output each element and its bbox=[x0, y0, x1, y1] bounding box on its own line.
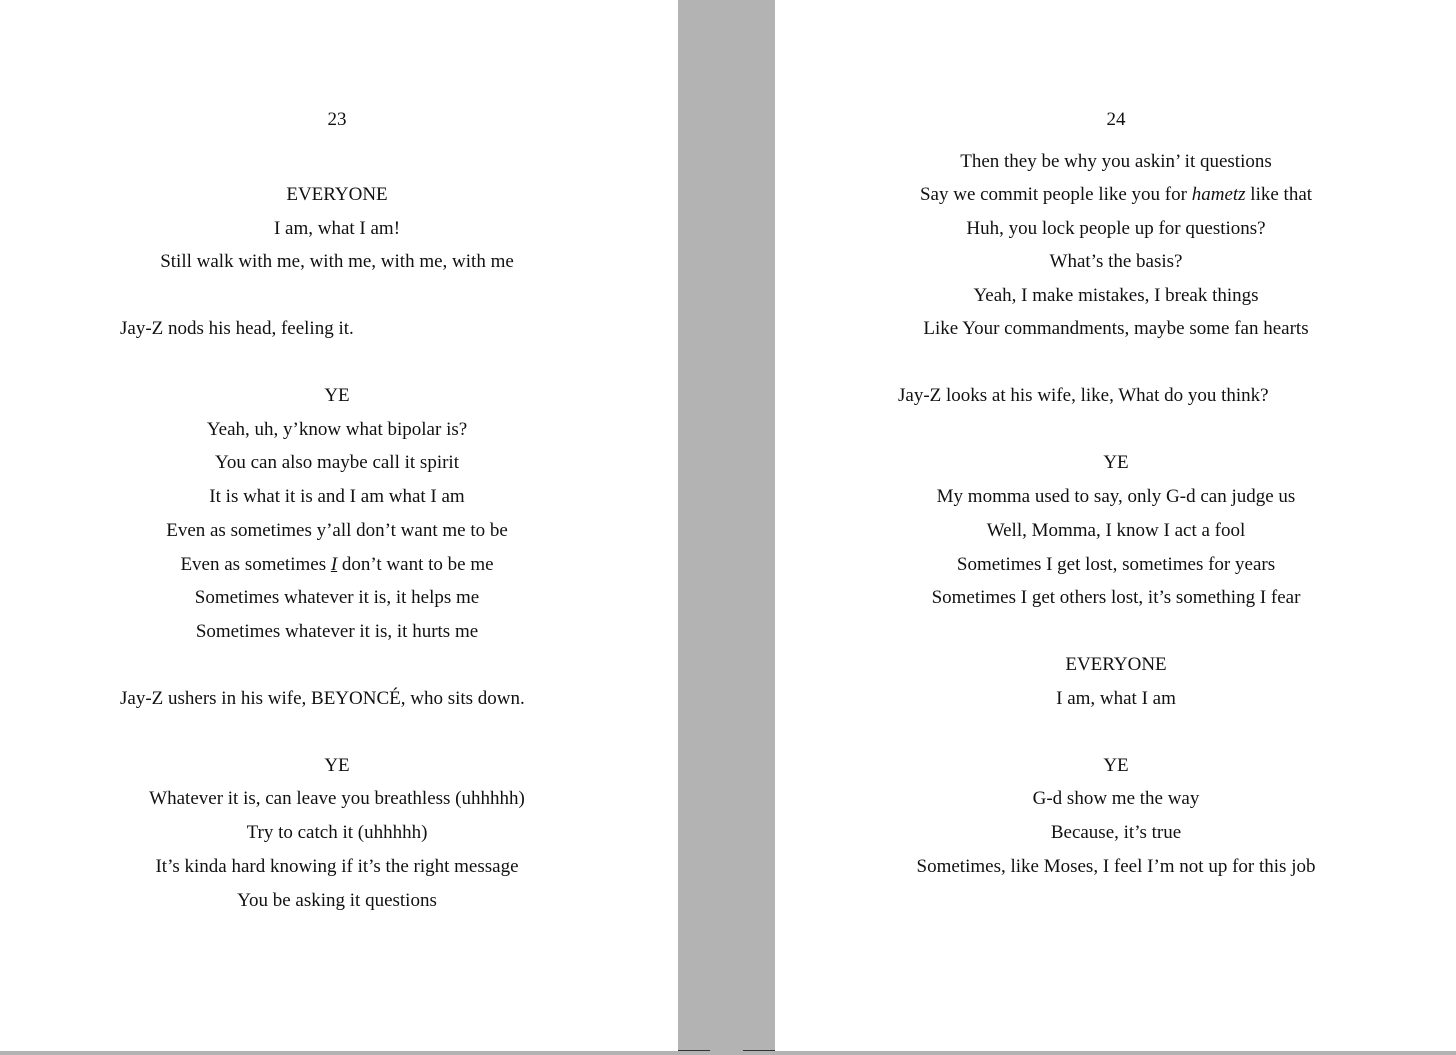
lyric-line: Sometimes whatever it is, it helps me bbox=[194, 587, 480, 608]
character-name: YE bbox=[324, 755, 350, 776]
lyric-line: Well, Momma, I know I act a fool bbox=[986, 520, 1246, 541]
bottom-scrollbar-track bbox=[0, 1051, 1456, 1055]
lyric-line: Try to catch it (uhhhhh) bbox=[246, 822, 428, 843]
lyric-line: Sometimes I get lost, sometimes for years bbox=[956, 554, 1276, 575]
lyric-line bbox=[920, 183, 1312, 207]
stage-direction: Jay-Z looks at his wife, like, What do you think? bbox=[898, 385, 1269, 406]
lyric-line: You can also maybe call it spirit bbox=[215, 452, 459, 473]
left-page bbox=[0, 0, 678, 1051]
lyric-line: Like Your commandments, maybe some fan hearts bbox=[923, 318, 1309, 339]
lyric-line: You be asking it questions bbox=[237, 890, 437, 911]
lyric-line: My momma used to say, only G-d can judge us bbox=[936, 486, 1296, 507]
page-divider-handle-right[interactable] bbox=[743, 1050, 775, 1054]
page-number: 24 bbox=[1106, 109, 1126, 130]
lyric-line: It is what it is and I am what I am bbox=[209, 486, 465, 507]
lyric-line: Sometimes whatever it is, it hurts me bbox=[195, 621, 479, 642]
lyric-line: What’s the basis? bbox=[1049, 251, 1183, 272]
lyric-line: Even as sometimes y’all don’t want me to be bbox=[166, 520, 508, 541]
lyric-line: I am, what I am bbox=[1056, 688, 1176, 709]
lyric-line: Because, it’s true bbox=[1050, 822, 1182, 843]
lyric-line: Sometimes, like Moses, I feel I’m not up for this job bbox=[916, 856, 1316, 877]
lyric-line: Yeah, I make mistakes, I break things bbox=[973, 285, 1259, 306]
lyric-line: Still walk with me, with me, with me, with me bbox=[160, 251, 514, 272]
page-number: 23 bbox=[327, 109, 347, 130]
lyric-line: Huh, you lock people up for questions? bbox=[966, 218, 1266, 239]
lyric-line: Then they be why you askin’ it questions bbox=[960, 151, 1272, 172]
character-name: EVERYONE bbox=[1065, 654, 1167, 675]
lyric-line: Whatever it is, can leave you breathless (uhhhhh) bbox=[149, 788, 525, 809]
character-name: YE bbox=[1103, 755, 1129, 776]
stage-direction: Jay-Z nods his head, feeling it. bbox=[120, 318, 354, 339]
lyric-text: don’t want to be me bbox=[337, 554, 494, 575]
lyric-line: Yeah, uh, y’know what bipolar is? bbox=[206, 419, 468, 440]
lyric-text: like that bbox=[1245, 184, 1313, 205]
page-gutter bbox=[678, 0, 775, 1055]
stage-direction: Jay-Z ushers in his wife, BEYONCÉ, who sits down. bbox=[120, 688, 525, 709]
emphasized-word: I bbox=[330, 554, 338, 575]
lyric-text: Say we commit people like you for bbox=[919, 184, 1192, 205]
lyric-text: Even as sometimes bbox=[180, 554, 331, 575]
right-page bbox=[775, 0, 1456, 1051]
lyric-line: G-d show me the way bbox=[1032, 788, 1200, 809]
lyric-line: It’s kinda hard knowing if it’s the right message bbox=[155, 856, 519, 877]
lyric-line: Sometimes I get others lost, it’s something I fear bbox=[931, 587, 1301, 608]
character-name: EVERYONE bbox=[286, 184, 388, 205]
lyric-line bbox=[180, 553, 493, 577]
character-name: YE bbox=[324, 385, 350, 406]
page-divider-handle-left[interactable] bbox=[678, 1050, 710, 1054]
lyric-line: I am, what I am! bbox=[273, 218, 401, 239]
character-name: YE bbox=[1103, 452, 1129, 473]
emphasized-word: hametz bbox=[1191, 184, 1246, 205]
